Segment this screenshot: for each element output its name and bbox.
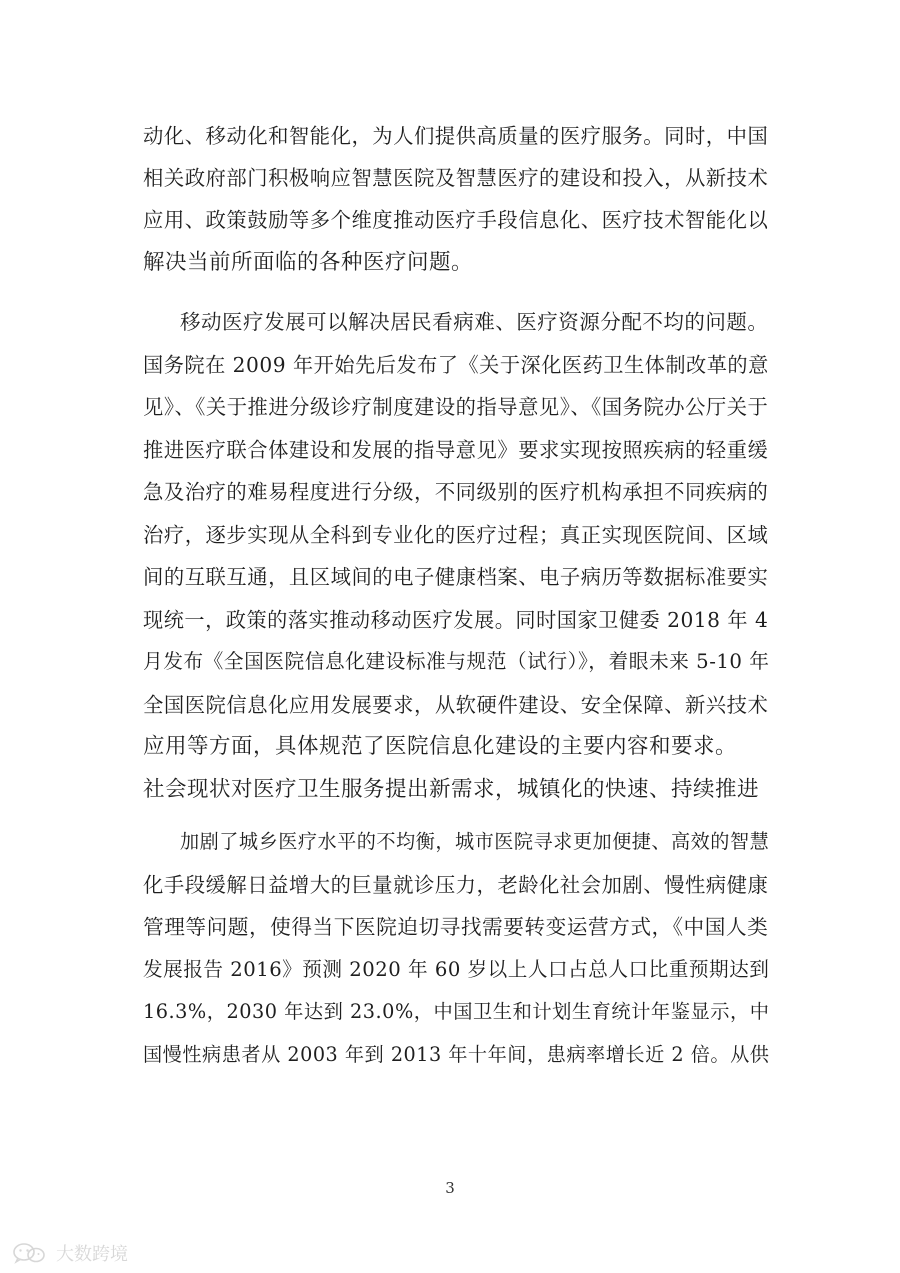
text-line: 相关政府部门积极响应智慧医院及智慧医疗的建设和投入，从新技术 <box>143 166 769 190</box>
text-line: 动化、移动化和智能化，为人们提供高质量的医疗服务。同时，中国 <box>143 124 769 148</box>
text-line: 推进医疗联合体建设和发展的指导意见》要求实现按照疾病的轻重缓 <box>143 438 769 462</box>
text-line: 解决当前所面临的各种医疗问题。 <box>143 250 474 275</box>
text-line: 发展报告 2016》预测 2020 年 60 岁以上人口占总人口比重预期达到 <box>143 958 770 981</box>
text-line: 应用、政策鼓励等多个维度推动医疗手段信息化、医疗技术智能化以 <box>143 208 769 232</box>
paragraph-first-line: 移动医疗发展可以解决居民看病难、医疗资源分配不均的问题。 <box>180 310 769 334</box>
text-line: 管理等问题，使得当下医院迫切寻找需要转变运营方式，《中国人类 <box>143 915 769 939</box>
paragraph-first-line: 加剧了城乡医疗水平的不均衡，城市医院寻求更加便捷、高效的智慧 <box>180 830 770 853</box>
text-line: 16.3%，2030 年达到 23.0%，中国卫生和计划生育统计年鉴显示，中 <box>143 1000 770 1023</box>
watermark-text: 大数跨境 <box>56 1244 128 1265</box>
text-line: 社会现状对医疗卫生服务提出新需求，城镇化的快速、持续推进 <box>143 777 760 802</box>
text-line: 间的互联互通，且区域间的电子健康档案、电子病历等数据标准要实 <box>143 565 769 589</box>
text-line: 见》、《关于推进分级诊疗制度建设的指导意见》、《国务院办公厅关于 <box>143 395 769 419</box>
text-line: 月发布《全国医院信息化建设标准与规范（试行）》，着眼未来 5-10 年 <box>143 650 770 673</box>
text-line: 治疗，逐步实现从全科到专业化的医疗过程；真正实现医院间、区域 <box>143 523 769 547</box>
text-line: 化手段缓解日益增大的巨量就诊压力，老龄化社会加剧、慢性病健康 <box>143 873 769 897</box>
text-line: 国务院在 2009 年开始先后发布了《关于深化医药卫生体制改革的意 <box>143 353 769 377</box>
text-line: 急及治疗的难易程度进行分级，不同级别的医疗机构承担不同疾病的 <box>143 480 769 504</box>
text-line: 全国医院信息化应用发展要求，从软硬件建设、安全保障、新兴技术 <box>143 693 769 717</box>
watermark <box>10 1240 128 1266</box>
text-line: 现统一，政策的落实推动移动医疗发展。同时国家卫健委 2018 年 4 <box>143 608 769 632</box>
page-number: 3 <box>445 1179 455 1197</box>
text-line: 国慢性病患者从 2003 年到 2013 年十年间，患病率增长近 2 倍。从供 <box>143 1043 770 1066</box>
text-line: 应用等方面，具体规范了医院信息化建设的主要内容和要求。 <box>143 734 738 759</box>
wechat-logo-icon <box>10 1242 50 1264</box>
